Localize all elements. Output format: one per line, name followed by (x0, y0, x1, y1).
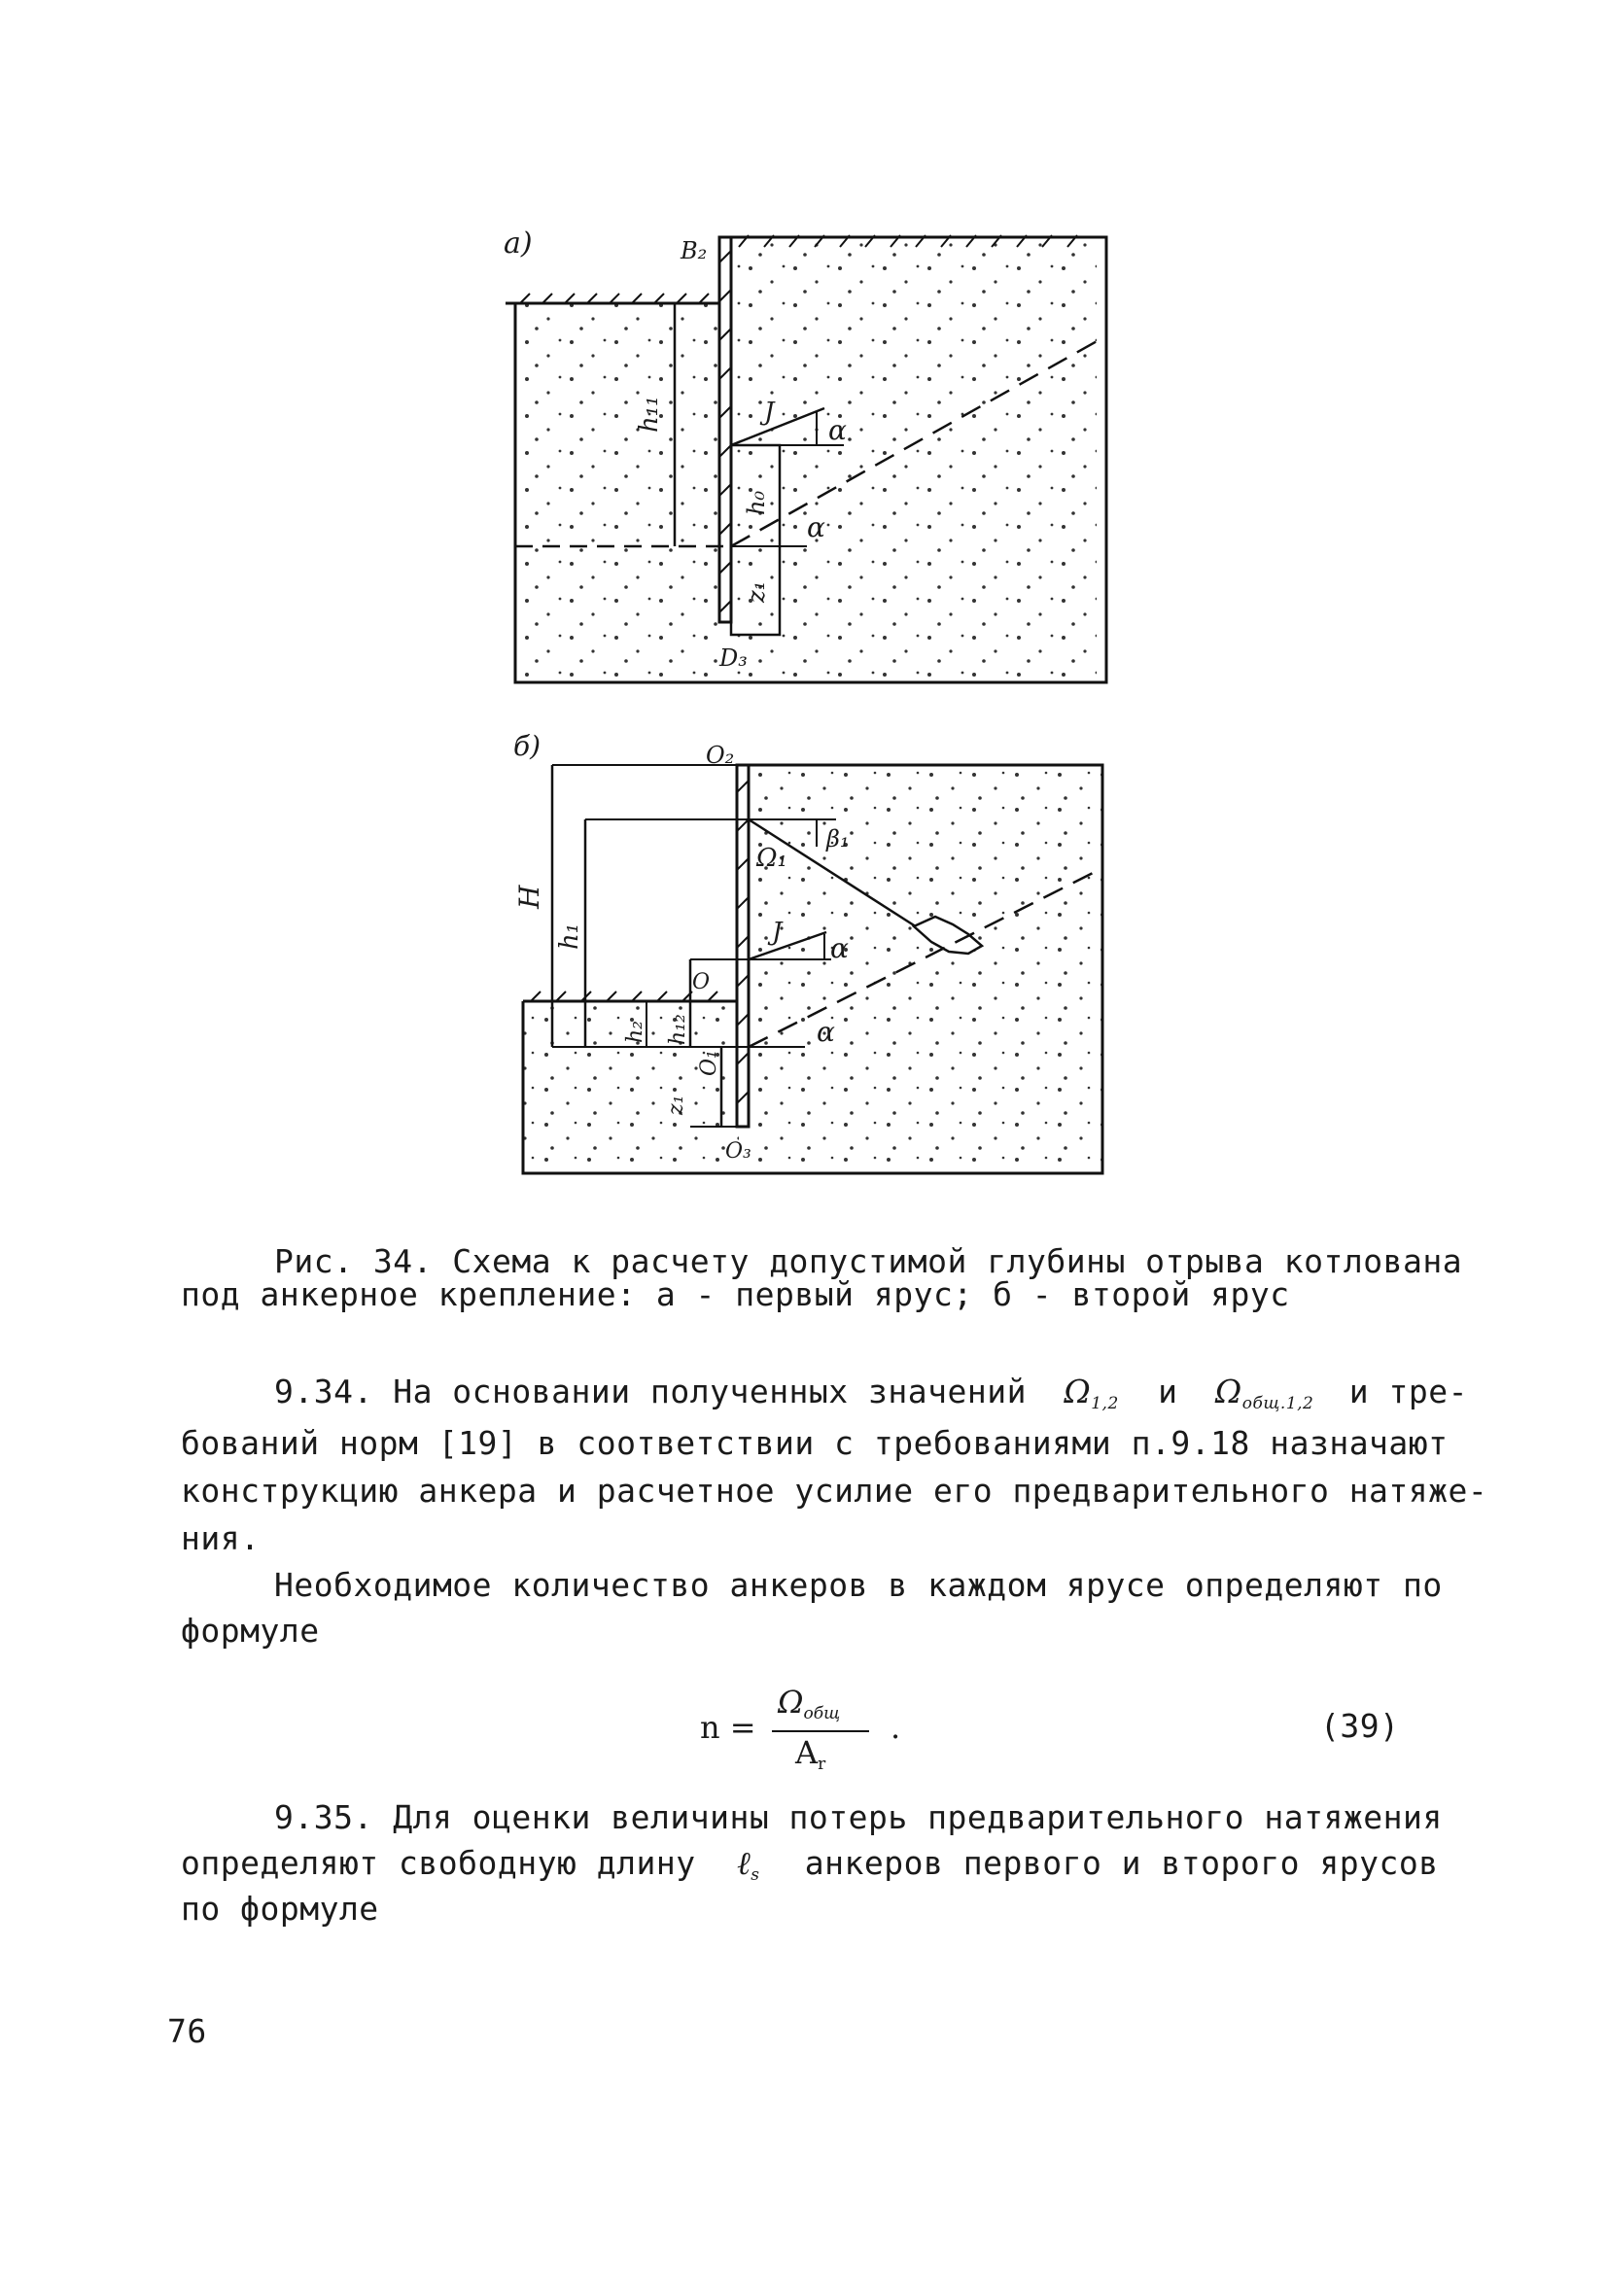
omega-symbol: $\Omega_{1,2}$ (1064, 1373, 1119, 1413)
figure-b (496, 734, 1118, 1191)
figure-caption-line2: под анкерное крепление: а - первый ярус; б - второй ярус (181, 1275, 1290, 1313)
para-934-line1-text: 9.34. На основании полученных значений (274, 1373, 1027, 1410)
formula-lhs: n = (700, 1709, 756, 1746)
o-label: O (692, 970, 711, 994)
h11-label: h₁₁ (635, 396, 664, 433)
para-934-line1-end: и тре- (1348, 1373, 1468, 1410)
formula-trail: . (891, 1709, 901, 1746)
para-934-line2: бований норм [19] в соответствии с требованиями п.9.18 назначают (181, 1424, 1449, 1462)
fraction-bar (772, 1730, 869, 1732)
formula-39 (700, 1684, 953, 1781)
para-count-line1: Необходимое количество анкеров в каждом ярусе определяют по (274, 1566, 1443, 1604)
para-935-line1: 9.35. Для оценки величины потерь предварительного натяжения (274, 1798, 1443, 1836)
alpha-label-b1: α (830, 932, 849, 964)
excavation-soil-dots (515, 303, 721, 682)
h0-label: h₀ (743, 490, 770, 515)
o3-label: O₃ (725, 1139, 751, 1164)
omega1-label: Ω₁ (756, 844, 787, 873)
para-935-line2-end: анкеров первого и второго ярусов (804, 1844, 1439, 1882)
para-count-line2: формуле (181, 1612, 320, 1650)
alpha-label-a2: α (807, 511, 825, 543)
beta1-label: β₁ (826, 825, 850, 852)
para-935-line2-text: определяют свободную длину (181, 1844, 696, 1882)
and-word: и (1158, 1373, 1178, 1410)
para-935-line2 (181, 1844, 1439, 1885)
b2-label: B₂ (681, 237, 708, 264)
o2-label: O₂ (706, 742, 735, 769)
d3-label: D₃ (719, 644, 748, 672)
h12-label: h₁₂ (666, 1014, 690, 1045)
h2-label: h₂ (623, 1021, 647, 1043)
para-934-line3: конструкцию анкера и расчетное усилие его предварительного натяже- (181, 1472, 1488, 1510)
formula-numerator: $\Omega_{общ}$ (778, 1684, 841, 1723)
z1-label-b: z₁ (664, 1095, 688, 1115)
figure-caption-line1: Рис. 34. Схема к расчету допустимой глубины отрыва котлована (274, 1242, 1463, 1280)
figure-a (476, 224, 1137, 700)
force-label-b: J (772, 918, 783, 947)
para-935-line3: по формуле (181, 1890, 379, 1928)
free-length-symbol: ℓ$_s$ (736, 1844, 760, 1885)
force-label-a: J (764, 398, 775, 427)
para-934-line1 (274, 1373, 1468, 1413)
formula-denominator: $A_r$ (795, 1734, 826, 1774)
alpha-label-a1: α (828, 414, 847, 446)
H-label: H (513, 885, 545, 909)
o1-label: O₁ (697, 1050, 721, 1076)
z1-label-a: z₁ (743, 580, 770, 603)
page-number: 76 (167, 2012, 207, 2050)
h1-label-b: h₁ (555, 922, 584, 950)
omega-total-symbol: $\Omega_{общ.1,2}$ (1214, 1373, 1314, 1413)
panel-a-label: а) (504, 226, 533, 261)
panel-b-label: б) (513, 734, 541, 762)
para-934-line4: ния. (181, 1519, 261, 1557)
retained-soil-dots (731, 241, 1097, 682)
alpha-label-b2: α (817, 1016, 835, 1048)
formula-number: (39) (1320, 1707, 1400, 1745)
